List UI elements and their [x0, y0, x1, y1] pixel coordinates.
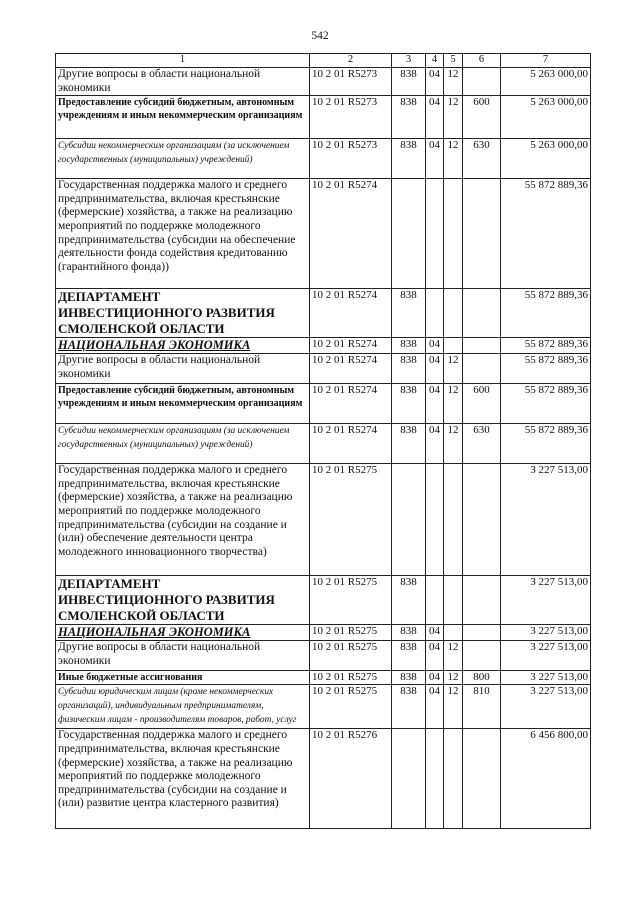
row-name-text: Другие вопросы в области национальной экономики [58, 641, 261, 667]
row-col6 [463, 338, 501, 354]
table-row [56, 384, 591, 424]
row-code: 10 2 01 R5275 [310, 671, 392, 685]
row-name [56, 68, 310, 96]
table-row [56, 464, 591, 576]
table-row [56, 625, 591, 641]
header-cell: 3 [392, 54, 426, 68]
row-col4 [426, 464, 444, 576]
row-name-text: Субсидии юридическим лицам (кроме некоммерческих организаций), индивидуальным предпринимателям, физическим лицам - производителям товаров, работ, услуг [58, 687, 297, 725]
row-code: 10 2 01 R5274 [310, 424, 392, 464]
row-amount: 3 227 513,00 [501, 625, 591, 641]
row-col4: 04 [426, 96, 444, 139]
row-amount: 55 872 889,36 [501, 354, 591, 384]
row-col4 [426, 179, 444, 289]
row-col3: 838 [392, 576, 426, 625]
row-name [56, 641, 310, 671]
table-row [56, 96, 591, 139]
row-name [56, 729, 310, 829]
budget-table [55, 53, 591, 829]
row-col5 [444, 576, 463, 625]
row-col5: 12 [444, 384, 463, 424]
table-row [56, 289, 591, 338]
row-name-text: Другие вопросы в области национальной экономики [58, 68, 261, 94]
row-col3: 838 [392, 671, 426, 685]
table-row [56, 576, 591, 625]
row-col6 [463, 68, 501, 96]
row-col5 [444, 464, 463, 576]
row-col3: 838 [392, 68, 426, 96]
row-col4 [426, 576, 444, 625]
row-amount: 55 872 889,36 [501, 338, 591, 354]
row-col4: 04 [426, 338, 444, 354]
row-code: 10 2 01 R5274 [310, 354, 392, 384]
row-name [56, 625, 310, 641]
row-code: 10 2 01 R5276 [310, 729, 392, 829]
row-name [56, 179, 310, 289]
table-row [56, 671, 591, 685]
row-amount: 5 263 000,00 [501, 139, 591, 179]
row-col3 [392, 729, 426, 829]
row-amount: 5 263 000,00 [501, 96, 591, 139]
row-code: 10 2 01 R5273 [310, 68, 392, 96]
row-name-text: ДЕПАРТАМЕНТ ИНВЕСТИЦИОННОГО РАЗВИТИЯ СМОЛЕНСКОЙ ОБЛАСТИ [58, 289, 275, 337]
row-col3: 838 [392, 625, 426, 641]
header-row [56, 54, 591, 68]
row-col3: 838 [392, 685, 426, 729]
row-amount: 3 227 513,00 [501, 641, 591, 671]
row-name-text: ДЕПАРТАМЕНТ ИНВЕСТИЦИОННОГО РАЗВИТИЯ СМОЛЕНСКОЙ ОБЛАСТИ [58, 576, 275, 624]
row-name [56, 685, 310, 729]
row-amount: 5 263 000,00 [501, 68, 591, 96]
row-amount: 3 227 513,00 [501, 576, 591, 625]
table-row [56, 641, 591, 671]
row-col3: 838 [392, 424, 426, 464]
row-col6: 630 [463, 424, 501, 464]
row-col5: 12 [444, 641, 463, 671]
header-cell: 4 [426, 54, 444, 68]
row-col6 [463, 625, 501, 641]
row-col4: 04 [426, 641, 444, 671]
row-col6: 810 [463, 685, 501, 729]
row-col4 [426, 729, 444, 829]
row-code: 10 2 01 R5275 [310, 464, 392, 576]
row-col5: 12 [444, 354, 463, 384]
row-code: 10 2 01 R5275 [310, 641, 392, 671]
row-col6 [463, 464, 501, 576]
row-col6: 800 [463, 671, 501, 685]
row-col5: 12 [444, 671, 463, 685]
row-col5 [444, 729, 463, 829]
row-code: 10 2 01 R5273 [310, 96, 392, 139]
table-row [56, 685, 591, 729]
row-col4: 04 [426, 354, 444, 384]
header-cell: 6 [463, 54, 501, 68]
row-code: 10 2 01 R5274 [310, 338, 392, 354]
row-col3: 838 [392, 289, 426, 338]
row-col3: 838 [392, 139, 426, 179]
row-col4: 04 [426, 625, 444, 641]
row-name-text: Субсидии некоммерческим организациям (за исключением государственных (муниципальных) учреждений) [58, 426, 290, 450]
row-col3: 838 [392, 96, 426, 139]
row-name [56, 576, 310, 625]
row-col6 [463, 729, 501, 829]
row-col4: 04 [426, 671, 444, 685]
row-code: 10 2 01 R5275 [310, 685, 392, 729]
header-cell: 7 [501, 54, 591, 68]
row-code: 10 2 01 R5275 [310, 625, 392, 641]
row-name [56, 384, 310, 424]
row-amount: 55 872 889,36 [501, 424, 591, 464]
row-col5 [444, 625, 463, 641]
row-name-text: Государственная поддержка малого и среднего предпринимательства, включая крестьянские (фермерские) хозяйства, а также на реализацию мероприятий по поддержке молодежного предпринимательства (субсидии на обеспечение деятельности фонда содействия кредитованию (гарантийного фонда)) [58, 179, 296, 273]
row-code: 10 2 01 R5274 [310, 384, 392, 424]
row-col4: 04 [426, 685, 444, 729]
row-amount: 55 872 889,36 [501, 289, 591, 338]
row-col3: 838 [392, 354, 426, 384]
row-col5 [444, 179, 463, 289]
header-cell: 5 [444, 54, 463, 68]
row-name-text: Предоставление субсидий бюджетным, автономным учреждениям и иным некоммерческим организациям [58, 97, 303, 122]
row-col5: 12 [444, 424, 463, 464]
row-col4 [426, 289, 444, 338]
row-col6 [463, 354, 501, 384]
table-row [56, 424, 591, 464]
row-col4: 04 [426, 384, 444, 424]
page-number: 542 [311, 30, 329, 42]
row-col5: 12 [444, 68, 463, 96]
row-amount: 3 227 513,00 [501, 685, 591, 729]
row-name-text: Иные бюджетные ассигнования [58, 672, 203, 684]
row-col5: 12 [444, 139, 463, 179]
table-row [56, 354, 591, 384]
row-col6 [463, 576, 501, 625]
row-name [56, 139, 310, 179]
row-name-text: НАЦИОНАЛЬНАЯ ЭКОНОМИКА [58, 625, 251, 640]
row-name [56, 671, 310, 685]
row-col5: 12 [444, 96, 463, 139]
table-row [56, 179, 591, 289]
row-name [56, 338, 310, 354]
row-name [56, 289, 310, 338]
row-col3: 838 [392, 338, 426, 354]
table-row [56, 139, 591, 179]
row-col4: 04 [426, 139, 444, 179]
row-col6 [463, 179, 501, 289]
row-name [56, 464, 310, 576]
row-col6: 600 [463, 96, 501, 139]
row-col4: 04 [426, 68, 444, 96]
table-row [56, 338, 591, 354]
row-name [56, 96, 310, 139]
table-row [56, 729, 591, 829]
row-name-text: Субсидии некоммерческим организациям (за исключением государственных (муниципальных) учреждений) [58, 141, 290, 165]
row-amount: 55 872 889,36 [501, 179, 591, 289]
row-code: 10 2 01 R5274 [310, 179, 392, 289]
row-code: 10 2 01 R5273 [310, 139, 392, 179]
header-cell: 2 [310, 54, 392, 68]
row-col3: 838 [392, 384, 426, 424]
row-amount: 55 872 889,36 [501, 384, 591, 424]
row-amount: 3 227 513,00 [501, 464, 591, 576]
row-name-text: НАЦИОНАЛЬНАЯ ЭКОНОМИКА [58, 338, 251, 353]
row-col3: 838 [392, 641, 426, 671]
row-col6 [463, 641, 501, 671]
table-row [56, 68, 591, 96]
row-code: 10 2 01 R5274 [310, 289, 392, 338]
row-amount: 6 456 800,00 [501, 729, 591, 829]
row-col4: 04 [426, 424, 444, 464]
row-col3 [392, 179, 426, 289]
row-col3 [392, 464, 426, 576]
row-col5 [444, 289, 463, 338]
row-col6 [463, 289, 501, 338]
row-name [56, 354, 310, 384]
row-col6: 600 [463, 384, 501, 424]
row-name-text: Государственная поддержка малого и среднего предпринимательства, включая крестьянские (фермерские) хозяйства, а также на реализацию мероприятий по поддержке молодежного предпринимательства (субсидии на создание и (или) обеспечение деятельности центра молодежного инновационного творчества) [58, 464, 293, 558]
row-name-text: Другие вопросы в области национальной экономики [58, 354, 261, 380]
row-col6: 630 [463, 139, 501, 179]
row-name [56, 424, 310, 464]
row-col5: 12 [444, 685, 463, 729]
row-col5 [444, 338, 463, 354]
row-code: 10 2 01 R5275 [310, 576, 392, 625]
header-cell: 1 [56, 54, 310, 68]
row-name-text: Предоставление субсидий бюджетным, автономным учреждениям и иным некоммерческим организациям [58, 385, 303, 410]
row-name-text: Государственная поддержка малого и среднего предпринимательства, включая крестьянские (фермерские) хозяйства, а также на реализацию мероприятий по поддержке молодежного предпринимательства (субсидии на создание и (или) развитие центра кластерного развития) [58, 729, 293, 810]
row-amount: 3 227 513,00 [501, 671, 591, 685]
